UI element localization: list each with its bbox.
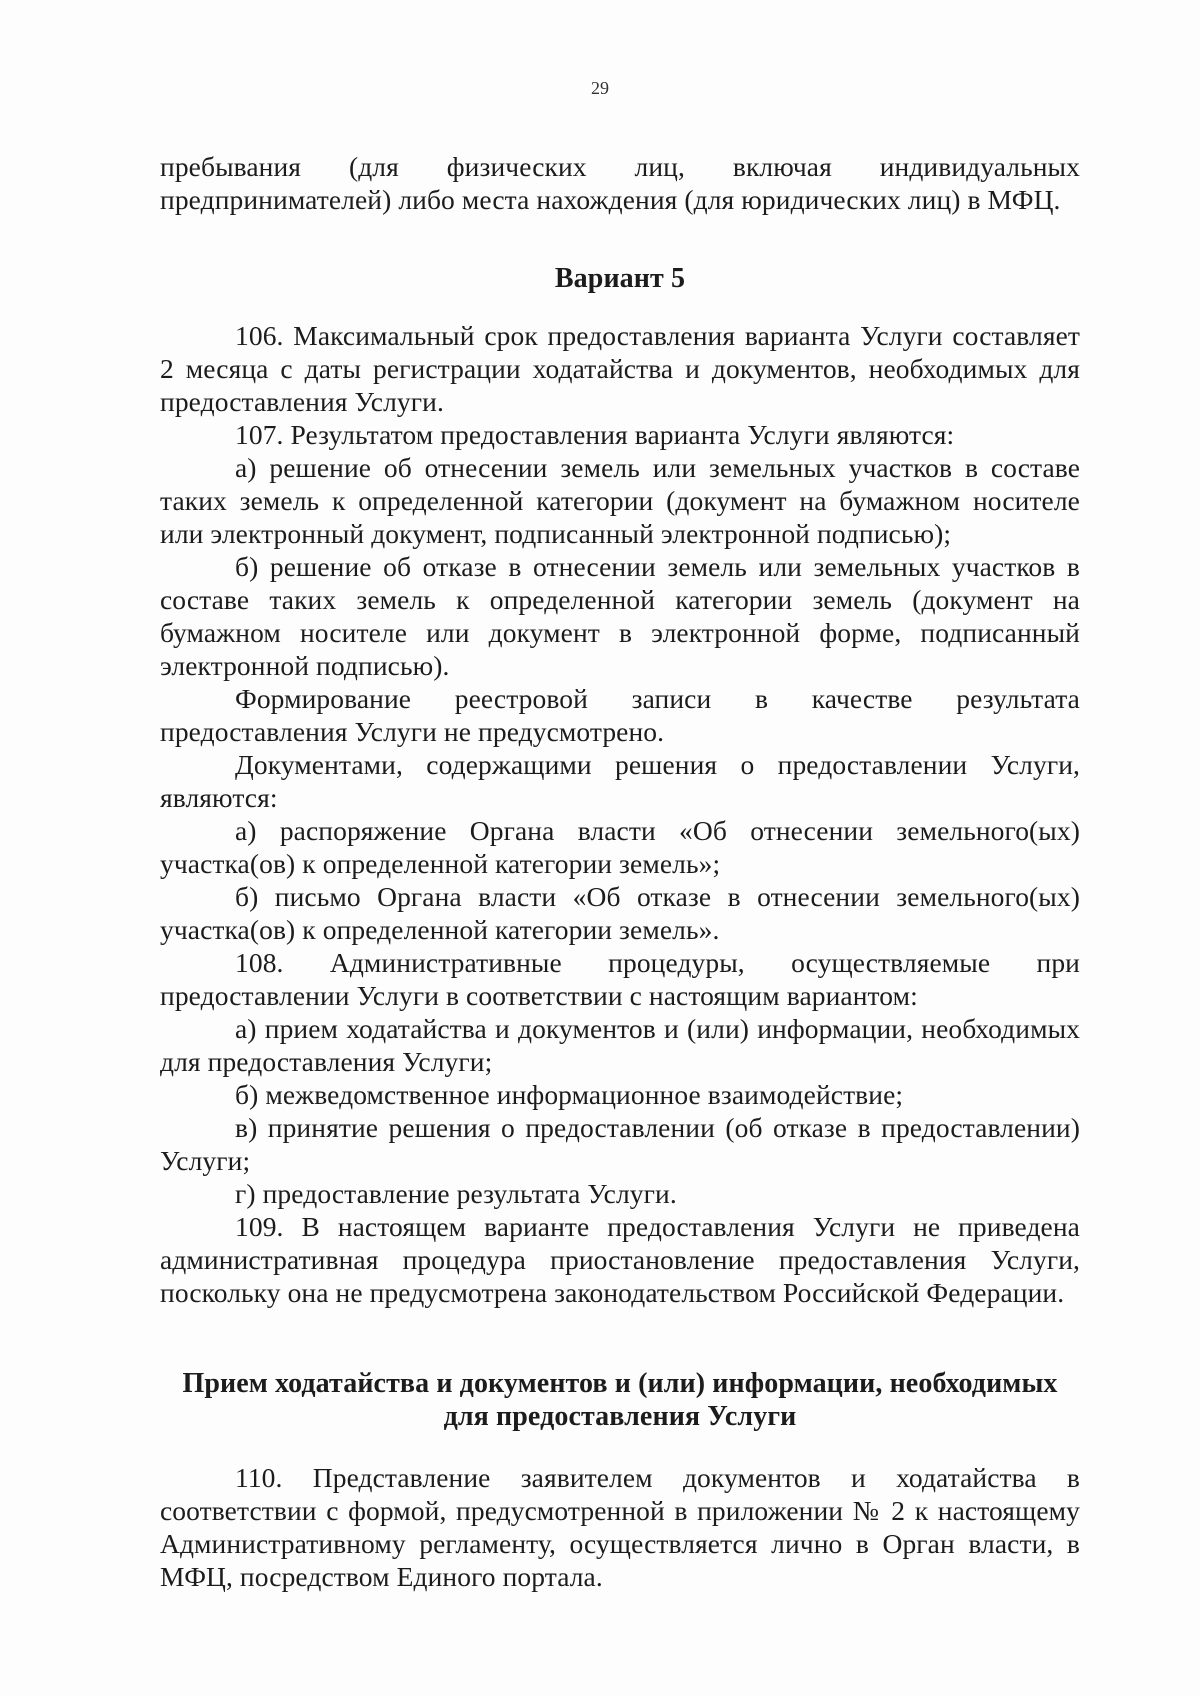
paragraph-108-a: а) прием ходатайства и документов и (или) информации, необходимых для предоставления Услуги; [160, 1013, 1080, 1077]
paragraph-decision-a: а) распоряжение Органа власти «Об отнесении земельного(ых) участка(ов) к определенной категории земель»; [160, 815, 1080, 879]
paragraph-108-v: в) принятие решения о предоставлении (об отказе в предоставлении) Услуги; [160, 1112, 1080, 1176]
document-body [160, 150, 1080, 1593]
paragraph-decision-documents: Документами, содержащими решения о предоставлении Услуги, являются: [160, 749, 1080, 813]
paragraph-107-a: а) решение об отнесении земель или земельных участков в составе таких земель к определенной категории (документ на бумажном носителе или электронный документ, подписанный электронной подписью); [160, 452, 1080, 549]
paragraph-110: 110. Представление заявителем документов и ходатайства в соответствии с формой, предусмотренной в приложении № 2 к настоящему Административному регламенту, осуществляется лично в Орган власти, в МФЦ, посредством Единого портала. [160, 1462, 1080, 1592]
paragraph-108: 108. Административные процедуры, осуществляемые при предоставлении Услуги в соответствии с настоящим вариантом: [160, 947, 1080, 1011]
section-heading: Прием ходатайства и документов и (или) информации, необходимых для предоставления Услуги [182, 1368, 1058, 1432]
paragraph-106: 106. Максимальный срок предоставления варианта Услуги составляет 2 месяца с даты регистрации ходатайства и документов, необходимых для предоставления Услуги. [160, 320, 1080, 417]
paragraph-107: 107. Результатом предоставления варианта Услуги являются: [235, 419, 955, 450]
paragraph-registry-record: Формирование реестровой записи в качестве результата предоставления Услуги не предусмотрено. [160, 683, 1080, 747]
variant-heading: Вариант 5 [554, 263, 686, 294]
paragraph-decision-b: б) письмо Органа власти «Об отказе в отнесении земельного(ых) участка(ов) к определенной категории земель». [160, 881, 1080, 945]
page-number: 29 [591, 78, 609, 98]
paragraph-108-b: б) межведомственное информационное взаимодействие; [235, 1079, 904, 1110]
paragraph-107-b: б) решение об отказе в отнесении земель или земельных участков в составе таких земель к определенной категории земель (документ на бумажном носителе или документ в электронной форме, подписанный электронной подписью). [160, 551, 1080, 681]
paragraph-109: 109. В настоящем варианте предоставления Услуги не приведена административная процедура приостановление предоставления Услуги, поскольку она не предусмотрена законодательством Российской Федерации. [160, 1211, 1080, 1308]
paragraph-108-g: г) предоставление результата Услуги. [235, 1178, 677, 1209]
intro-paragraph: пребывания (для физических лиц, включая индивидуальных предпринимателей) либо места нахождения (для юридических лиц) в МФЦ. [160, 151, 1080, 215]
